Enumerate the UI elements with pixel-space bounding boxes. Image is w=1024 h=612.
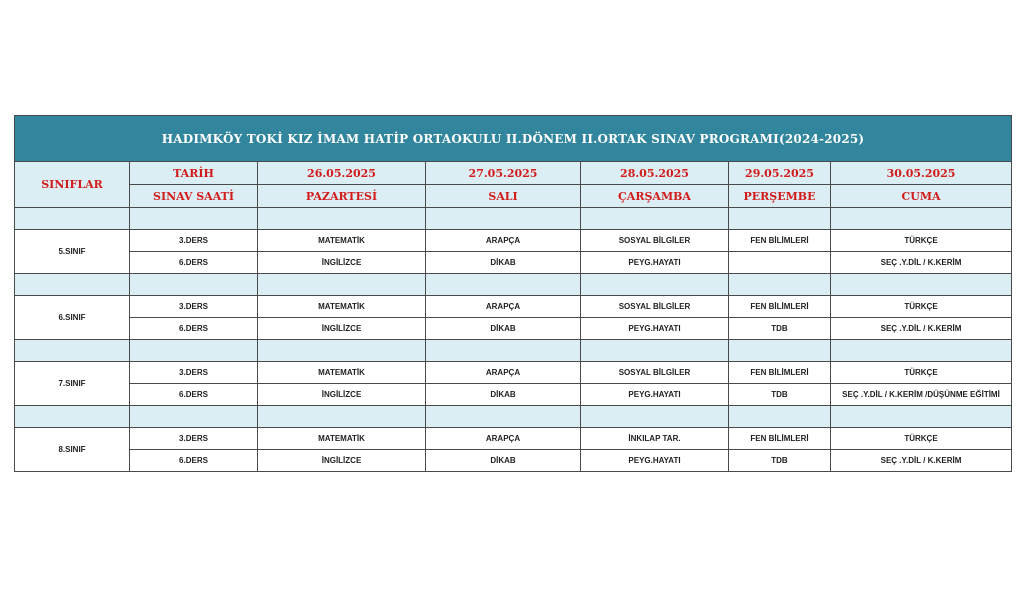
period-cell: 6.DERS <box>130 252 258 274</box>
day-header-cell: PERŞEMBE <box>729 185 831 208</box>
spacer-row <box>15 208 1012 230</box>
subject-cell: İNGİLİZCE <box>258 318 426 340</box>
spacer-cell <box>15 340 130 362</box>
subject-cell: DİKAB <box>426 450 581 472</box>
spacer-cell <box>426 406 581 428</box>
subject-cell <box>729 252 831 274</box>
table-row <box>15 318 1012 340</box>
subject-cell: DİKAB <box>426 384 581 406</box>
subject-cell: TDB <box>729 450 831 472</box>
table-row <box>15 230 1012 252</box>
date-header-cell: 29.05.2025 <box>729 162 831 185</box>
subject-cell: MATEMATİK <box>258 428 426 450</box>
spacer-cell <box>581 340 729 362</box>
spacer-cell <box>426 340 581 362</box>
spacer-cell <box>258 406 426 428</box>
class-label: 8.SINIF <box>15 428 130 472</box>
spacer-cell <box>258 340 426 362</box>
subject-cell: ARAPÇA <box>426 230 581 252</box>
period-cell: 3.DERS <box>130 362 258 384</box>
subject-cell: SEÇ .Y.DİL / K.KERİM <box>831 252 1012 274</box>
table-row <box>15 296 1012 318</box>
table-row <box>15 362 1012 384</box>
class-label: 6.SINIF <box>15 296 130 340</box>
spacer-cell <box>130 406 258 428</box>
date-header-cell: 30.05.2025 <box>831 162 1012 185</box>
day-header-cell: CUMA <box>831 185 1012 208</box>
date-header-cell: 28.05.2025 <box>581 162 729 185</box>
exam-time-header: SINAV SAATİ <box>130 185 258 208</box>
class-label: 7.SINIF <box>15 362 130 406</box>
spacer-row <box>15 340 1012 362</box>
subject-cell: DİKAB <box>426 318 581 340</box>
table-row <box>15 450 1012 472</box>
period-cell: 6.DERS <box>130 318 258 340</box>
spacer-cell <box>729 274 831 296</box>
spacer-cell <box>831 340 1012 362</box>
subject-cell: MATEMATİK <box>258 230 426 252</box>
spacer-cell <box>729 208 831 230</box>
subject-cell: PEYG.HAYATI <box>581 450 729 472</box>
spacer-cell <box>258 274 426 296</box>
date-header-cell: 27.05.2025 <box>426 162 581 185</box>
subject-cell: SEÇ .Y.DİL / K.KERİM <box>831 318 1012 340</box>
subject-cell: MATEMATİK <box>258 362 426 384</box>
spacer-cell <box>426 274 581 296</box>
spacer-cell <box>15 274 130 296</box>
date-header-cell: 26.05.2025 <box>258 162 426 185</box>
spacer-cell <box>729 340 831 362</box>
spacer-cell <box>426 208 581 230</box>
subject-cell: PEYG.HAYATI <box>581 318 729 340</box>
subject-cell: FEN BİLİMLERİ <box>729 428 831 450</box>
period-cell: 3.DERS <box>130 428 258 450</box>
subject-cell: TDB <box>729 318 831 340</box>
subject-cell: İNGİLİZCE <box>258 450 426 472</box>
subject-cell: SEÇ .Y.DİL / K.KERİM <box>831 450 1012 472</box>
spacer-cell <box>15 208 130 230</box>
spacer-cell <box>831 274 1012 296</box>
subject-cell: ARAPÇA <box>426 428 581 450</box>
subject-cell: DİKAB <box>426 252 581 274</box>
day-header-cell: SALI <box>426 185 581 208</box>
spacer-cell <box>831 208 1012 230</box>
class-label: 5.SINIF <box>15 230 130 274</box>
spacer-cell <box>15 406 130 428</box>
subject-cell: FEN BİLİMLERİ <box>729 230 831 252</box>
subject-cell: SEÇ .Y.DİL / K.KERİM /DÜŞÜNME EĞİTİMİ <box>831 384 1012 406</box>
table-row <box>15 252 1012 274</box>
subject-cell: SOSYAL BİLGİLER <box>581 230 729 252</box>
period-cell: 3.DERS <box>130 296 258 318</box>
subject-cell: İNKILAP TAR. <box>581 428 729 450</box>
period-cell: 6.DERS <box>130 384 258 406</box>
subject-cell: SOSYAL BİLGİLER <box>581 296 729 318</box>
spacer-cell <box>581 208 729 230</box>
period-cell: 3.DERS <box>130 230 258 252</box>
subject-cell: TÜRKÇE <box>831 296 1012 318</box>
subject-cell: TÜRKÇE <box>831 230 1012 252</box>
spacer-cell <box>581 274 729 296</box>
date-header: TARİH <box>130 162 258 185</box>
spacer-cell <box>130 208 258 230</box>
period-cell: 6.DERS <box>130 450 258 472</box>
subject-cell: TÜRKÇE <box>831 362 1012 384</box>
subject-cell: TDB <box>729 384 831 406</box>
subject-cell: İNGİLİZCE <box>258 252 426 274</box>
subject-cell: PEYG.HAYATI <box>581 384 729 406</box>
table-row <box>15 428 1012 450</box>
subject-cell: MATEMATİK <box>258 296 426 318</box>
day-header-cell: PAZARTESİ <box>258 185 426 208</box>
subject-cell: TÜRKÇE <box>831 428 1012 450</box>
subject-cell: FEN BİLİMLERİ <box>729 296 831 318</box>
spacer-cell <box>130 340 258 362</box>
spacer-cell <box>258 208 426 230</box>
schedule-title: HADIMKÖY TOKİ KIZ İMAM HATİP ORTAOKULU II.DÖNEM II.ORTAK SINAV PROGRAMI(2024-2025) <box>15 116 1012 162</box>
spacer-cell <box>130 274 258 296</box>
exam-schedule-sheet <box>14 115 1011 472</box>
subject-cell: SOSYAL BİLGİLER <box>581 362 729 384</box>
exam-schedule-table <box>14 115 1012 472</box>
table-row <box>15 384 1012 406</box>
classes-header: SINIFLAR <box>15 162 130 208</box>
spacer-row <box>15 274 1012 296</box>
subject-cell: ARAPÇA <box>426 296 581 318</box>
spacer-cell <box>581 406 729 428</box>
subject-cell: FEN BİLİMLERİ <box>729 362 831 384</box>
subject-cell: PEYG.HAYATI <box>581 252 729 274</box>
subject-cell: İNGİLİZCE <box>258 384 426 406</box>
day-header-cell: ÇARŞAMBA <box>581 185 729 208</box>
subject-cell: ARAPÇA <box>426 362 581 384</box>
spacer-cell <box>729 406 831 428</box>
spacer-cell <box>831 406 1012 428</box>
spacer-row <box>15 406 1012 428</box>
